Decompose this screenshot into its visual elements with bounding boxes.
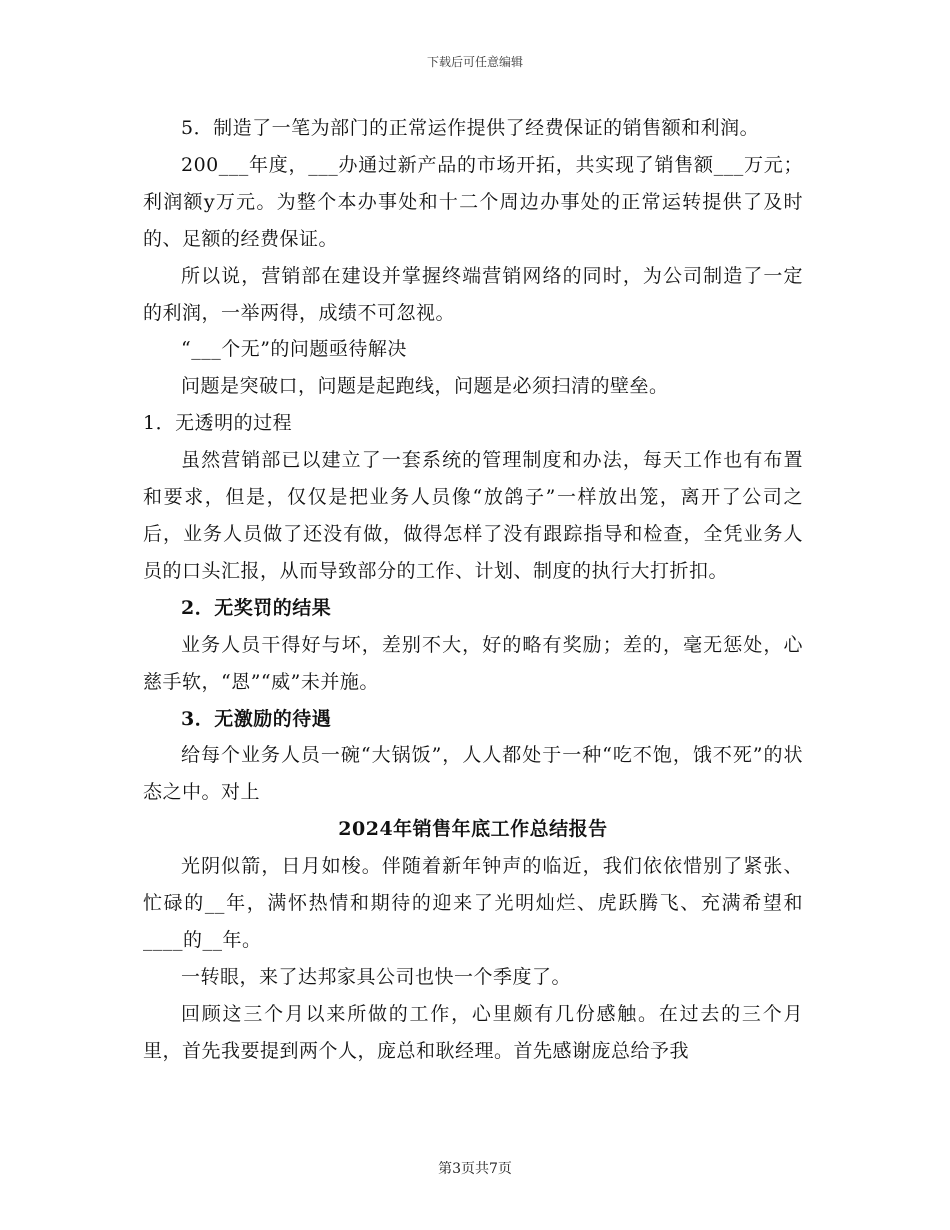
page-footer: 第3页共7页 <box>438 1161 512 1177</box>
paragraph: 业务人员干得好与坏，差别不大，好的略有奖励；差的，毫无惩处，心慈手软，“恩”“威”未并施。 <box>143 633 803 693</box>
paragraph: 光阴似箭，日月如梭。伴随着新年钟声的临近，我们依依惜别了紧张、忙碌的__年，满怀热情和期待的迎来了光明灿烂、虎跃腾飞、充满希望和____的__年。 <box>143 855 803 951</box>
subheading: 2．无奖罚的结果 <box>181 596 332 619</box>
report-title: 2024年销售年底工作总结报告 <box>338 818 608 841</box>
paragraph: 所以说，营销部在建设并掌握终端营销网络的同时，为公司制造了一定的利润，一举两得，成绩不可忽视。 <box>143 264 803 324</box>
paragraph: 一转眼，来了达邦家具公司也快一个季度了。 <box>181 965 572 988</box>
paragraph: 5．制造了一笔为部门的正常运作提供了经费保证的销售额和利润。 <box>181 117 760 139</box>
paragraph: 问题是突破口，问题是起跑线，问题是必须扫清的壁垒。 <box>181 375 669 398</box>
section-heading: “___个无”的问题亟待解决 <box>181 338 407 361</box>
page-header: 下载后可任意编辑 <box>426 55 523 69</box>
document-body <box>143 110 803 1070</box>
list-heading: 1．无透明的过程 <box>143 412 293 435</box>
paragraph: 虽然营销部已以建立了一套系统的管理制度和办法，每天工作也有布置和要求，但是，仅仅是把业务人员像“放鸽子”一样放出笼，离开了公司之后，业务人员做了还没有做，做得怎样了没有跟踪指导和检查，全凭业务人员的口头汇报，从而导致部分的工作、计划、制度的执行大打折扣。 <box>143 449 803 582</box>
paragraph: 回顾这三个月以来所做的工作，心里颇有几份感触。在过去的三个月里，首先我要提到两个人，庞总和耿经理。首先感谢庞总给予我 <box>143 1002 803 1062</box>
paragraph: 200___年度，___办通过新产品的市场开拓，共实现了销售额___万元；利润额y万元。为整个本办事处和十二个周边办事处的正常运转提供了及时的、足额的经费保证。 <box>143 153 803 250</box>
subheading: 3．无激励的待遇 <box>181 707 332 730</box>
paragraph: 给每个业务人员一碗“大锅饭”，人人都处于一种“吃不饱，饿不死”的状态之中。对上 <box>143 744 803 804</box>
